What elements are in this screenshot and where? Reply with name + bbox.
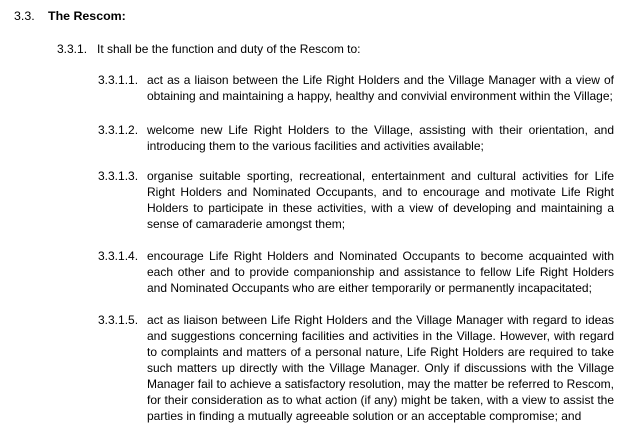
section-title: The Rescom:	[48, 9, 126, 23]
clause-text: welcome new Life Right Holders to the Village, assisting with their orientation, and introducing them to the various facilities and activities available;	[147, 123, 614, 153]
clause-text: act as liaison between Life Right Holders and the Village Manager with regard to ideas and suggestions concerning facilities and activities in the Village. However, with regard to complaints and matters of a personal nature, Life Right Holders are required to take such matters up directly with the Village Manager. Only if discussions with the Village Manager fail to achieve a satisfactory resolution, may the matter be referred to Rescom, for their consideration as to what action (if any) might be taken, with a view to assist the parties in finding a mutually agreeable solution or an acceptable compromise; and	[147, 313, 614, 423]
clause-text: organise suitable sporting, recreational, entertainment and cultural activities for Life Right Holders and Nominated Occupants, and to encourage and motivate Life Right Holders to participate in these activities, with a view of developing and maintaining a sense of camaraderie amongst them;	[147, 169, 614, 231]
clause-number: 3.3.1.5.	[98, 313, 139, 327]
clause-item	[98, 122, 614, 154]
clause-text: encourage Life Right Holders and Nominated Occupants to become acquainted with each other and to provide companionship and assistance to fellow Life Right Holders and Nominated Occupants who are either temporarily or permanently incapacitated;	[147, 249, 614, 295]
subsection-number: 3.3.1.	[57, 42, 88, 56]
clause-number: 3.3.1.3.	[98, 169, 139, 183]
clause-number: 3.3.1.2.	[98, 123, 139, 137]
section-heading	[14, 8, 126, 24]
clause-number: 3.3.1.4.	[98, 249, 139, 263]
clause-item	[98, 168, 614, 232]
clause-number: 3.3.1.1.	[98, 73, 139, 87]
subsection-heading	[57, 41, 361, 57]
clause-text: act as a liaison between the Life Right Holders and the Village Manager with a view of obtaining and maintaining a happy, healthy and convivial environment within the Village;	[147, 73, 614, 103]
section-number: 3.3.	[14, 9, 35, 23]
clause-item	[98, 72, 614, 104]
subsection-text: It shall be the function and duty of the Rescom to:	[97, 42, 361, 56]
clause-item	[98, 312, 614, 424]
clause-item	[98, 248, 614, 296]
